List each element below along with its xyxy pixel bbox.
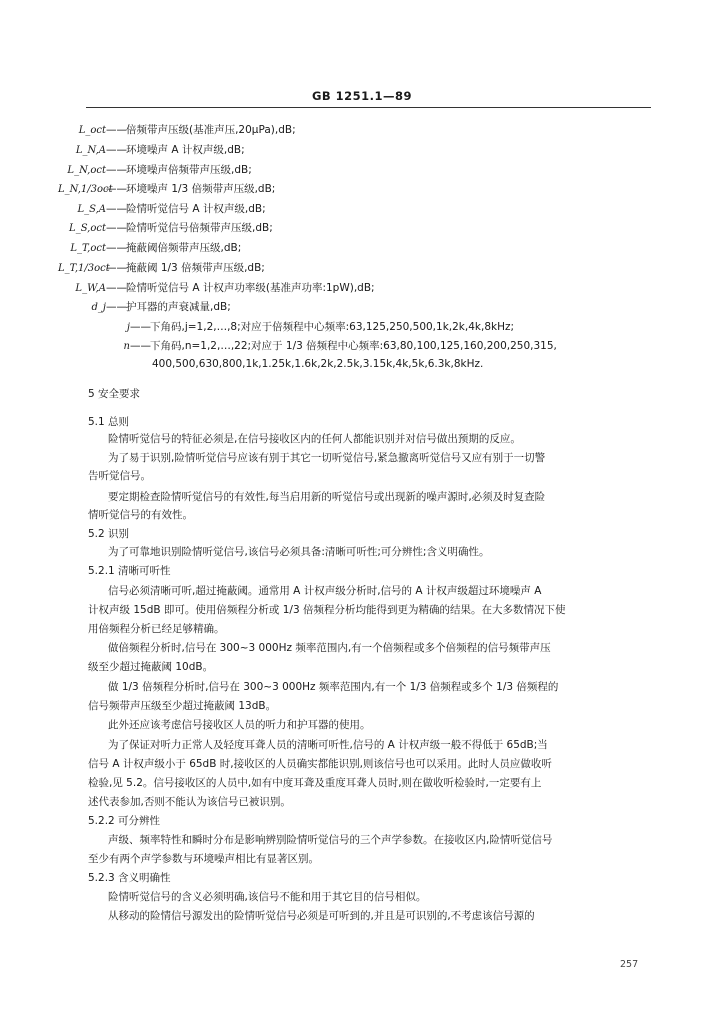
symbol-row	[58, 124, 296, 137]
paragraph-line: 从移动的险情信号源发出的险情听觉信号必须是可听到的,并且是可识别的,不考虑该信号源的	[108, 910, 535, 922]
paragraph-line: 为了易于识别,险情听觉信号应该有别于其它一切听觉信号,紧急撤离听觉信号又应有别于一切警	[108, 452, 546, 464]
paragraph-line: 险情听觉信号的含义必须明确,该信号不能和用于其它目的信号相似。	[108, 891, 427, 903]
paragraph-line: 此外还应该考虑信号接收区人员的听力和护耳器的使用。	[108, 719, 371, 731]
paragraph-line: 述代表参加,否则不能认为该信号已被识别。	[88, 796, 291, 808]
symbol-description: 环境噪声 A 计权声级,dB;	[126, 144, 245, 156]
symbol-name: d_j	[91, 302, 106, 313]
symbol-continuation: 400,500,630,800,1k,1.25k,1.6k,2k,2.5k,3.15k,4k,5k,6.3k,8kHz.	[152, 358, 484, 370]
paragraph-line: 情听觉信号的有效性。	[88, 509, 193, 521]
symbol-dash: ——	[106, 203, 127, 215]
symbol-row	[58, 282, 375, 295]
page-number: 257	[620, 959, 639, 970]
symbol-name: L_S,oct	[69, 223, 106, 234]
symbol-description: 倍频带声压级(基准声压,20μPa),dB;	[126, 124, 296, 136]
symbol-dash: ——	[106, 222, 127, 234]
symbol-description: 掩蔽阈倍频带声压级,dB;	[126, 242, 242, 254]
symbol-row	[58, 242, 241, 255]
section-5-1-heading: 5.1 总则	[88, 416, 130, 428]
symbol-description: 环境噪声 1/3 倍频带声压级,dB;	[126, 183, 276, 195]
paragraph-line: 信号必须清晰可听,超过掩蔽阈。通常用 A 计权声级分析时,信号的 A 计权声级超过环境噪声 A	[108, 585, 542, 597]
symbol-name: L_oct	[78, 125, 106, 136]
symbol-name: L_S,A	[77, 204, 106, 215]
paragraph-line: 做 1/3 倍频程分析时,信号在 300~3 000Hz 频率范围内,有一个 1/3 倍频程或多个 1/3 倍频程的	[108, 681, 559, 693]
symbol-name: L_T,1/3oct	[58, 263, 110, 274]
paragraph-line: 为了可靠地识别险情听觉信号,该信号必须具备:清晰可听性;可分辨性;含义明确性。	[108, 546, 490, 558]
symbol-description: 环境噪声倍频带声压级,dB;	[126, 164, 252, 176]
symbol-dash: ——	[130, 340, 151, 352]
symbol-description: 险情听觉信号 A 计权声功率级(基准声功率:1pW),dB;	[126, 282, 375, 294]
paragraph-line: 告听觉信号。	[88, 470, 151, 482]
symbol-row	[58, 164, 252, 177]
symbol-description: 护耳器的声衰减量,dB;	[126, 301, 231, 313]
paragraph-line: 要定期检查险情听觉信号的有效性,每当启用新的听觉信号或出现新的噪声源时,必须及时复查险	[108, 491, 546, 503]
paragraph-line: 声级、频率特性和瞬时分布是影响辨别险情听觉信号的三个声学参数。在接收区内,险情听觉信号	[108, 834, 553, 846]
paragraph-line: 为了保证对听力正常人及轻度耳聋人员的清晰可听性,信号的 A 计权声级一般不得低于 65dB;当	[108, 739, 548, 751]
symbol-dash: ——	[106, 164, 127, 176]
section-5-heading: 5 安全要求	[88, 388, 141, 400]
symbol-dash: ——	[106, 124, 127, 136]
paragraph-line: 计权声级 15dB 即可。使用倍频程分析或 1/3 倍频程分析均能得到更为精确的结果。在大多数情况下使	[88, 604, 566, 616]
symbol-name: j	[126, 322, 130, 333]
section-5-2-heading: 5.2 识别	[88, 528, 130, 540]
symbol-name: L_N,A	[75, 145, 106, 156]
symbol-dash: ——	[106, 144, 127, 156]
standard-number-header: GB 1251.1—89	[311, 89, 413, 103]
symbol-dash: ——	[106, 262, 127, 274]
section-5-2-2-heading: 5.2.2 可分辨性	[88, 815, 161, 827]
paragraph-line: 信号 A 计权声级小于 65dB 时,接收区的人员确实都能识别,则该信号也可以采用。此时人员应做收听	[88, 758, 552, 770]
section-5-2-3-heading: 5.2.3 含义明确性	[88, 872, 171, 884]
symbol-name: L_T,oct	[70, 243, 106, 254]
symbol-name: n	[123, 341, 130, 352]
paragraph-line: 信号频带声压级至少超过掩蔽阈 13dB。	[88, 700, 277, 712]
symbol-row	[58, 144, 245, 157]
paragraph-line: 级至少超过掩蔽阈 10dB。	[88, 661, 214, 673]
symbol-description: 下角码,j=1,2,…,8;对应于倍频程中心频率:63,125,250,500,1k,2k,4k,8kHz;	[150, 321, 515, 333]
paragraph-line: 险情听觉信号的特征必须是,在信号接收区内的任何人都能识别并对信号做出预期的反应。	[108, 433, 521, 445]
symbol-row	[58, 203, 266, 216]
symbol-row	[58, 301, 231, 314]
symbol-row	[58, 262, 265, 275]
symbol-dash: ——	[106, 242, 127, 254]
symbol-name: L_N,oct	[67, 165, 106, 176]
symbol-description: 险情听觉信号 A 计权声级,dB;	[126, 203, 266, 215]
paragraph-line: 做倍频程分析时,信号在 300~3 000Hz 频率范围内,有一个倍频程或多个倍频程的信号频带声压	[108, 642, 551, 654]
paragraph-line: 至少有两个声学参数与环境噪声相比有显著区别。	[88, 853, 319, 865]
symbol-description: 下角码,n=1,2,…,22;对应于 1/3 倍频程中心频率:63,80,100,125,160,200,250,315,	[150, 340, 557, 352]
symbol-name: L_N,1/3oct	[58, 184, 113, 195]
paragraph-line: 用倍频程分析已经足够精确。	[88, 623, 225, 635]
symbol-dash: ——	[130, 321, 151, 333]
symbol-dash: ——	[106, 301, 127, 313]
symbol-name: L_W,A	[75, 283, 106, 294]
symbol-row	[82, 321, 514, 334]
paragraph-line: 检验,见 5.2。信号接收区的人员中,如有中度耳聋及重度耳聋人员时,则在做收听检验时,一定要有上	[88, 777, 542, 789]
section-5-2-1-heading: 5.2.1 清晰可听性	[88, 565, 171, 577]
header-rule	[86, 107, 651, 108]
symbol-row	[82, 340, 557, 353]
symbol-dash: ——	[106, 282, 127, 294]
symbol-description: 掩蔽阈 1/3 倍频带声压级,dB;	[126, 262, 265, 274]
symbol-description: 险情听觉信号倍频带声压级,dB;	[126, 222, 273, 234]
symbol-row	[58, 183, 275, 196]
symbol-row	[58, 222, 273, 235]
symbol-dash: ——	[106, 183, 127, 195]
